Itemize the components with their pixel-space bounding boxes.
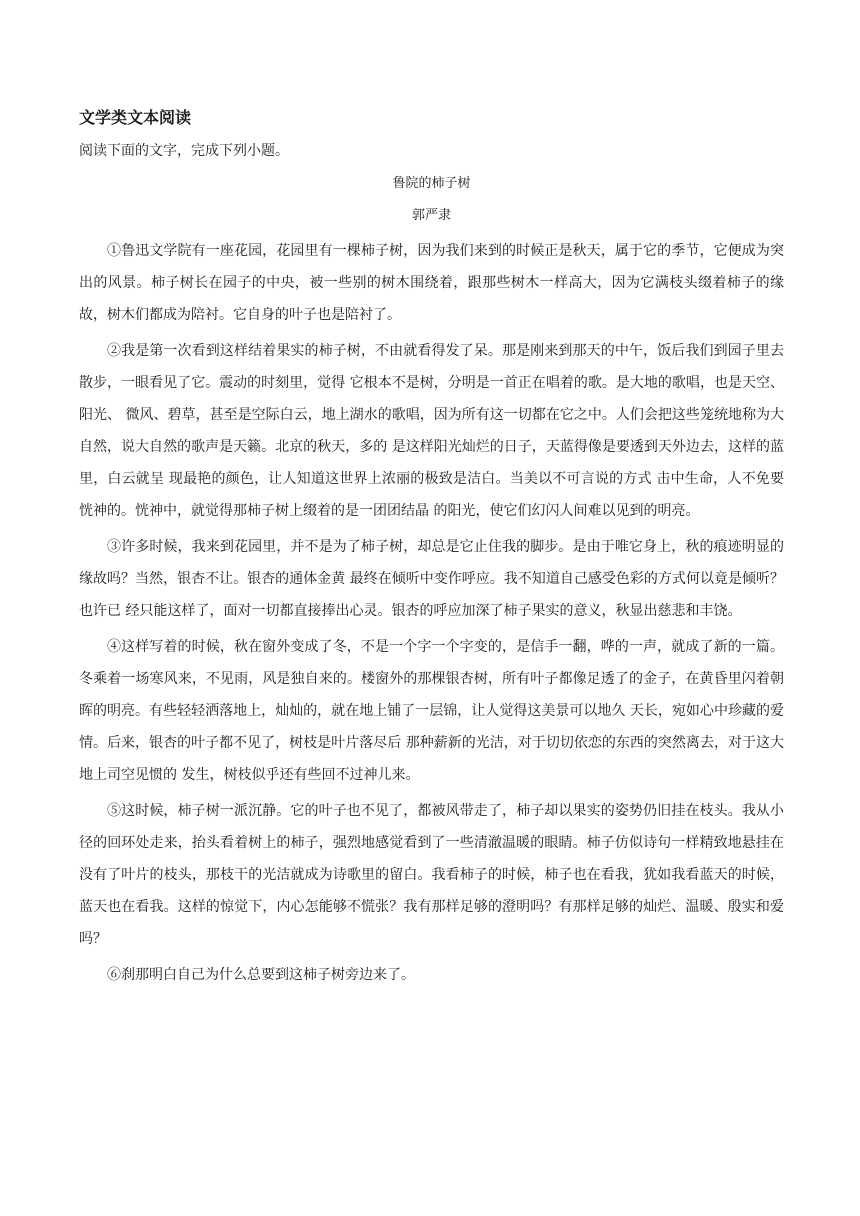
paragraph-5: ⑤这时候，柿子树一派沉静。它的叶子也不见了，都被风带走了，柿子却以果实的姿势仍旧挂在枝头。我从小径的回环处走来，抬头看着树上的柿子，强烈地感觉看到了一些清澈温暖的眼睛。柿子仿似诗句一样精致地悬挂在没有了叶片的枝头，那枝干的光洁就成为诗歌里的留白。我看柿子的时候，柿子也在看我，犹如我看蓝天的时候，蓝天也在看我。这样的惊觉下，内心怎能够不慌张？我有那样足够的澄明吗？有那样足够的灿烂、温暖、殷实和爱吗？ — [79, 803, 784, 947]
paragraph-2: ②我是第一次看到这样结着果实的柿子树，不由就看得发了呆。那是刚来到那天的中午，饭后我们到园子里去散步，一眼看见了它。震动的时刻里，觉得 它根本不是树，分明是一首正在唱着的歌。是大地的歌唱，也是天空、阳光、 微风、碧草，甚至是空际白云，地上湖水的歌唱，因为所有这一切都在它之中。人们会把这些笼统地称为大自然，说大自然的歌声是天籁。北京的秋天，多的 是这样阳光灿烂的日子，天蓝得像是要透到天外边去，这样的蓝里，白云就呈 现最艳的颜色，让人知道这世界上浓丽的极致是洁白。当美以不可言说的方式 击中生命，人不免要恍神的。恍神中，就觉得那柿子树上缀着的是一团团结晶 的阳光，使它们幻闪人间难以见到的明亮。 — [79, 343, 784, 519]
paragraph-4: ④这样写着的时候，秋在窗外变成了冬，不是一个字一个字变的，是信手一翻，哗的一声，就成了新的一篇。冬乘着一场寒风来，不见雨，风是独自来的。楼窗外的那棵银杏树，所有叶子都像足透了的金子，在黄昏里闪着朝晖的明亮。有些轻轻洒落地上，灿灿的，就在地上铺了一层锦，让人觉得这美景可以地久 天长，宛如心中珍藏的爱情。后来，银杏的叶子都不见了，树枝是叶片落尽后 那种薪新的光洁，对于切切依恋的东西的突然离去，对于这大地上司空见惯的 发生，树枝似乎还有些回不过神儿来。 — [79, 639, 784, 783]
paragraph-3: ③许多时候，我来到花园里，并不是为了柿子树，却总是它止住我的脚步。是由于唯它身上，秋的痕迹明显的缘故吗？当然，银杏不让。银杏的通体金黄 最终在倾听中变作呼应。我不知道自己感受色彩的方式何以竟是倾听？也许已 经只能这样了，面对一切都直接捧出心灵。银杏的呼应加深了柿子果实的意义，秋显出慈悲和丰饶。 — [79, 539, 784, 619]
section-heading: 文学类文本阅读 — [79, 108, 192, 127]
article-title: 鲁院的柿子树 — [392, 176, 471, 191]
document-page — [79, 105, 784, 991]
paragraph-6: ⑥刹那明白自己为什么总要到这柿子树旁边来了。 — [107, 967, 415, 983]
article — [79, 173, 784, 991]
instruction-text: 阅读下面的文字，完成下列小题。 — [79, 143, 289, 159]
paragraph-1: ①鲁迅文学院有一座花园，花园里有一棵柿子树，因为我们来到的时候正是秋天，属于它的季节，它便成为突出的风景。柿子树长在园子的中央，被一些别的树木围绕着，跟那些树木一样高大，因为它满枝头缀着柿子的缘故，树木们都成为陪衬。它自身的叶子也是陪衬了。 — [79, 243, 784, 323]
article-author: 郭严隶 — [411, 208, 451, 223]
article-body — [79, 235, 784, 991]
